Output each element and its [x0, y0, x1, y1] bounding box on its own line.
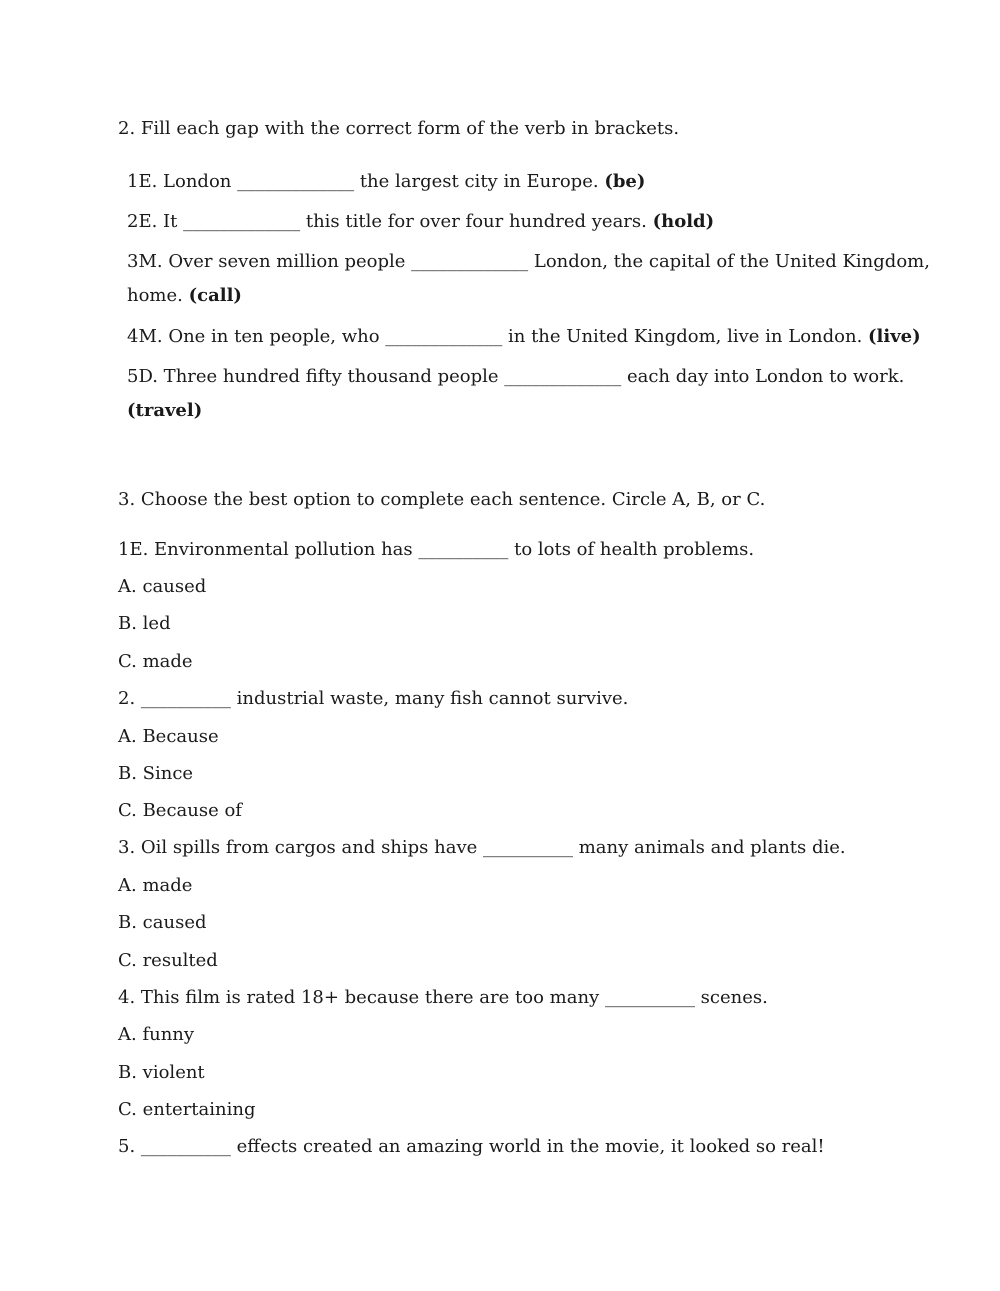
option-c[interactable]: C. resulted: [118, 950, 218, 971]
answer-blank[interactable]: __________: [604, 987, 695, 1008]
question-text-before: 5.: [118, 1136, 141, 1157]
answer-blank[interactable]: _____________: [411, 251, 529, 272]
question-text-before: 1E. Environmental pollution has: [118, 539, 419, 560]
verb-hint: (live): [868, 326, 921, 347]
item-text-after: the largest city in Europe.: [354, 171, 605, 192]
section2-item-2: [127, 210, 714, 234]
section3-question-1: [118, 538, 754, 562]
section2-heading: 2. Fill each gap with the correct form of the verb in brackets.: [118, 118, 680, 139]
item-text-before: 2E. It: [127, 211, 184, 232]
verb-hint: (hold): [652, 211, 715, 232]
option-b[interactable]: B. led: [118, 613, 171, 634]
option-a[interactable]: A. made: [118, 875, 193, 896]
answer-blank[interactable]: _____________: [504, 366, 622, 387]
option-b[interactable]: B. violent: [118, 1062, 205, 1083]
section2-item-1: [127, 170, 645, 194]
section2-item-5-continued: [127, 399, 202, 423]
verb-hint: (travel): [127, 400, 203, 421]
question-text-after: to lots of health problems.: [508, 539, 755, 560]
verb-hint: (call): [188, 285, 242, 306]
item-text-after: in the United Kingdom, live in London.: [502, 326, 869, 347]
option-a[interactable]: A. funny: [118, 1024, 195, 1045]
item-text-before: 3M. Over seven million people: [127, 251, 412, 272]
section3-question-4: [118, 986, 768, 1010]
item-text-after: London, the capital of the United Kingdom,: [528, 251, 930, 272]
answer-blank[interactable]: _____________: [183, 211, 301, 232]
section2-item-3: [127, 250, 930, 274]
section3-question-3: [118, 836, 846, 860]
answer-blank[interactable]: __________: [483, 837, 574, 858]
option-c[interactable]: C. made: [118, 651, 193, 672]
option-a[interactable]: A. caused: [118, 576, 207, 597]
answer-blank[interactable]: _____________: [385, 326, 503, 347]
question-text-after: industrial waste, many fish cannot survive.: [230, 688, 629, 709]
question-text-after: many animals and plants die.: [573, 837, 846, 858]
section3-heading: 3. Choose the best option to complete each sentence. Circle A, B, or C.: [118, 489, 766, 510]
section3-question-2: [118, 687, 628, 711]
verb-hint: (be): [604, 171, 646, 192]
option-a[interactable]: A. Because: [118, 726, 219, 747]
section2-item-4: [127, 325, 921, 349]
item-text-before: 5D. Three hundred fifty thousand people: [127, 366, 505, 387]
question-text-after: scenes.: [694, 987, 768, 1008]
answer-blank[interactable]: __________: [418, 539, 509, 560]
question-text-before: 4. This film is rated 18+ because there are too many: [118, 987, 605, 1008]
option-b[interactable]: B. Since: [118, 763, 194, 784]
option-c[interactable]: C. Because of: [118, 800, 242, 821]
question-text-before: 2.: [118, 688, 141, 709]
section2-item-3-continued: [127, 284, 242, 308]
section2-item-5: [127, 365, 904, 389]
item-text-after: this title for over four hundred years.: [300, 211, 653, 232]
answer-blank[interactable]: __________: [140, 688, 231, 709]
answer-blank[interactable]: _____________: [237, 171, 355, 192]
question-text-before: 3. Oil spills from cargos and ships have: [118, 837, 484, 858]
item-text-before: 4M. One in ten people, who: [127, 326, 386, 347]
option-c[interactable]: C. entertaining: [118, 1099, 256, 1120]
section3-question-5: [118, 1135, 825, 1159]
option-b[interactable]: B. caused: [118, 912, 207, 933]
item-text-before: home.: [127, 285, 189, 306]
answer-blank[interactable]: __________: [140, 1136, 231, 1157]
question-text-after: effects created an amazing world in the movie, it looked so real!: [230, 1136, 825, 1157]
item-text-after: each day into London to work.: [621, 366, 905, 387]
item-text-before: 1E. London: [127, 171, 238, 192]
